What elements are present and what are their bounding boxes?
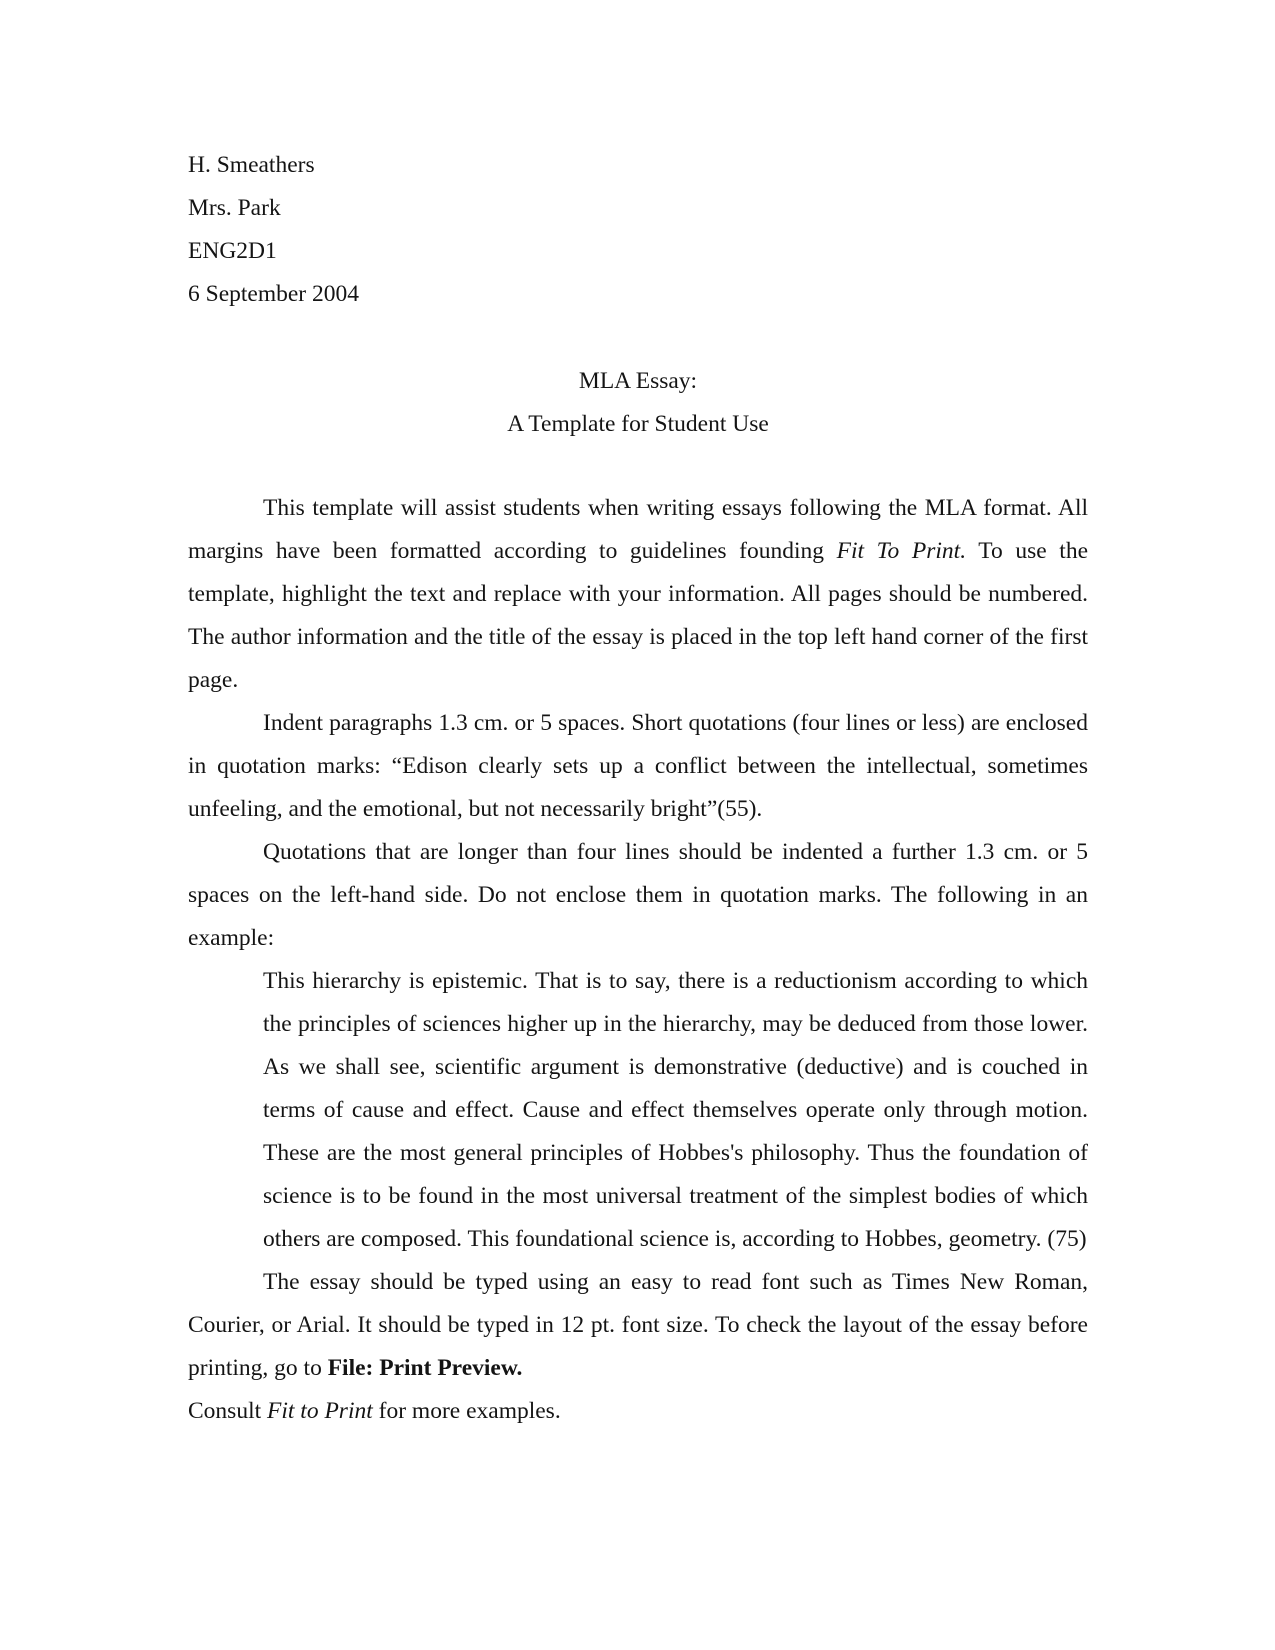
paragraph-3: Quotations that are longer than four lines should be indented a further 1.3 cm. or 5 spaces on the left-hand side. Do not enclose them in quotation marks. The following in an example: xyxy=(188,839,1088,951)
fit-to-print-reference: Fit To Print. xyxy=(836,538,967,564)
paragraph-5 xyxy=(188,1390,1088,1433)
title-line-2: A Template for Student Use xyxy=(507,411,769,437)
course-code: ENG2D1 xyxy=(188,238,277,264)
fit-to-print-reference-2: Fit to Print xyxy=(267,1398,373,1424)
block-quotation: This hierarchy is epistemic. That is to say, there is a reductionism according to which the principles of sciences higher up in the hierarchy, may be deduced from those lower. As we shall see, scientific argument is demonstrative (deductive) and is couched in terms of cause and effect. Cause and effect themselves operate only through motion. These are the most general principles of Hobbes's philosophy. Thus the foundation of science is to be found in the most universal treatment of the simplest bodies of which others are composed. This foundational science is, according to Hobbes, geometry. (75) xyxy=(263,968,1088,1252)
essay-date: 6 September 2004 xyxy=(188,281,359,307)
paragraph-5-text-a: Consult xyxy=(188,1398,268,1424)
paragraph-2: Indent paragraphs 1.3 cm. or 5 spaces. Short quotations (four lines or less) are enclosed in quotation marks: “Edison clearly sets up a conflict between the intellectual, sometimes unfeeling, and the emotional, but not necessarily bright”(55). xyxy=(188,710,1088,822)
title-line-1: MLA Essay: xyxy=(578,368,698,394)
teacher-name: Mrs. Park xyxy=(188,195,281,221)
paragraph-1-text-b: To use the template, highlight the text and replace with your information. All pages should be numbered. The author information and the title of the essay is placed in the top left hand corner of the first page. xyxy=(188,538,1088,693)
author-info-block xyxy=(188,144,1088,316)
author-name: H. Smeathers xyxy=(188,152,315,178)
paragraph-4-text-a: The essay should be typed using an easy to read font such as Times New Roman, Courier, or Arial. It should be typed in 12 pt. font size. To check the layout of the essay before printing, go to xyxy=(188,1269,1088,1381)
essay-title xyxy=(188,360,1088,446)
paragraph-5-text-b: for more examples. xyxy=(372,1398,561,1424)
paragraph-1-text-a: This template will assist students when writing essays following the MLA format. All margins have been formatted according to guidelines founding xyxy=(188,495,1088,564)
paragraph-4 xyxy=(188,1261,1088,1390)
print-preview-command: File: Print Preview. xyxy=(327,1355,523,1381)
paragraph-1 xyxy=(188,487,1088,702)
essay-body xyxy=(188,487,1088,1433)
